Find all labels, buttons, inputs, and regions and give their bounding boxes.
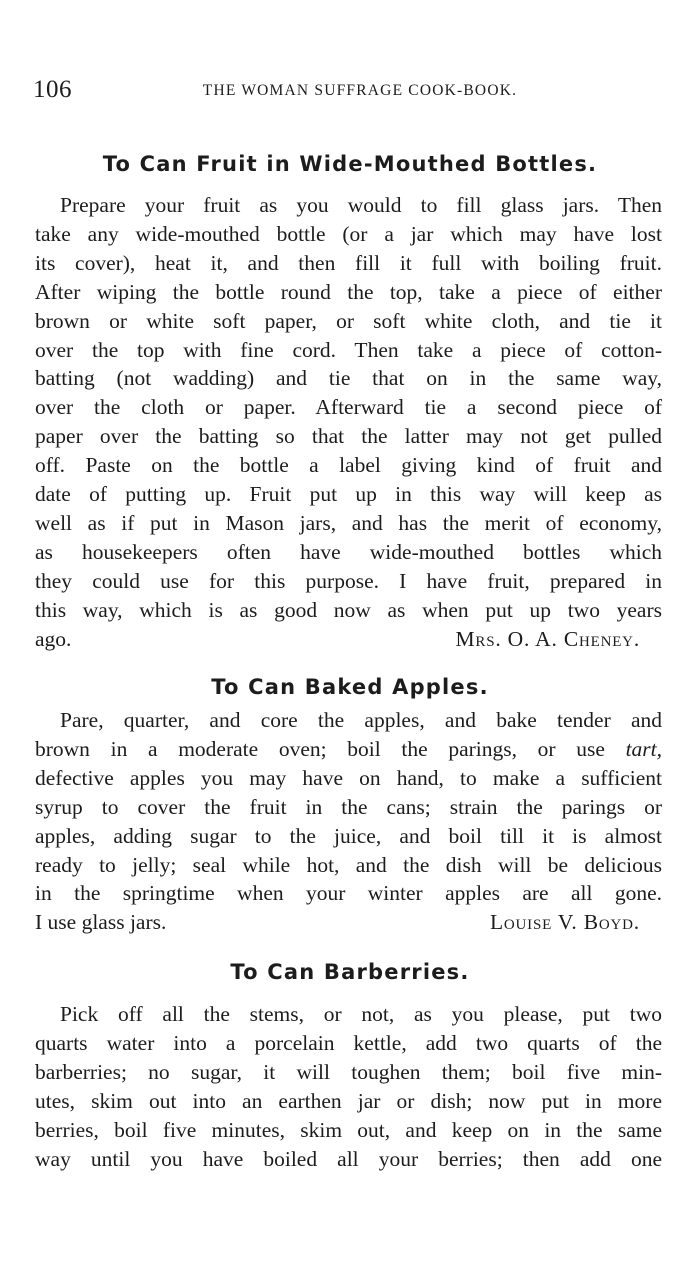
text-line: After wiping the bottle round the top, take a piece of either [35, 279, 662, 304]
text-line: this way, which is as good now as when put up two years [35, 597, 662, 622]
text-line: Pick off all the stems, or not, as you please, put two [60, 1002, 662, 1026]
recipe-body-barberries [35, 1000, 662, 1173]
text-line: batting (not wadding) and tie that on in the same way, [35, 366, 662, 391]
text-line: paper over the batting so that the latter may not get pulled [35, 424, 662, 449]
italic-word: tart, [625, 736, 663, 761]
text-line: apples, adding sugar to the juice, and boil till it is almost [35, 823, 662, 848]
text-line: in the springtime when your winter apples are all gone. [35, 881, 662, 906]
text-line: syrup to cover the fruit in the cans; strain the parings or [35, 794, 662, 819]
text-segment: brown in a moderate oven; boil the parings, or use [35, 736, 605, 761]
recipe-title-baked-apples: To Can Baked Apples. [211, 675, 489, 699]
recipe-body-fruit-bottles [35, 191, 662, 654]
text-line: Pare, quarter, and core the apples, and bake tender and [60, 708, 662, 732]
text-line: date of putting up. Fruit put up in this way will keep as [35, 482, 662, 507]
page-number: 106 [33, 76, 72, 103]
text-line-end: I use glass jars. [35, 910, 167, 935]
text-line: way until you have boiled all your berries; then add one [35, 1146, 662, 1171]
recipe-title-barberries: To Can Barberries. [230, 960, 470, 984]
text-line: Prepare your fruit as you would to fill glass jars. Then [60, 193, 662, 217]
text-line: brown or white soft paper, or soft white cloth, and tie it [35, 308, 662, 333]
text-line: utes, skim out into an earthen jar or dish; now put in more [35, 1088, 662, 1113]
text-line-with-signature [35, 625, 662, 654]
text-line: over the top with fine cord. Then take a piece of cotton- [35, 337, 662, 362]
text-line: they could use for this purpose. I have fruit, prepared in [35, 568, 662, 593]
text-line-end: ago. [35, 626, 72, 651]
contributor-signature: Louise V. Boyd. [489, 910, 640, 935]
text-line: well as if put in Mason jars, and has the merit of economy, [35, 510, 662, 535]
running-title: THE WOMAN SUFFRAGE COOK-BOOK. [202, 82, 518, 99]
running-head [0, 82, 700, 100]
recipe-title-fruit-bottles: To Can Fruit in Wide-Mouthed Bottles. [102, 152, 598, 176]
text-line: as housekeepers often have wide-mouthed bottles which [35, 539, 662, 564]
text-line: barberries; no sugar, it will toughen them; boil five min- [35, 1059, 662, 1084]
text-line: take any wide-mouthed bottle (or a jar which may have lost [35, 221, 662, 246]
text-line-with-signature [35, 908, 662, 937]
recipe-body-baked-apples [35, 706, 662, 937]
text-line: quarts water into a porcelain kettle, add two quarts of the [35, 1030, 662, 1055]
text-line: over the cloth or paper. Afterward tie a second piece of [35, 395, 662, 420]
text-line: ready to jelly; seal while hot, and the dish will be delicious [35, 852, 662, 877]
text-line [35, 735, 662, 764]
text-line: berries, boil five minutes, skim out, and keep on in the same [35, 1117, 662, 1142]
contributor-signature: Mrs. O. A. Cheney. [455, 626, 640, 651]
text-line: defective apples you may have on hand, to make a sufficient [35, 765, 662, 790]
text-line: off. Paste on the bottle a label giving kind of fruit and [35, 453, 662, 478]
text-line: its cover), heat it, and then fill it full with boiling fruit. [35, 250, 662, 275]
